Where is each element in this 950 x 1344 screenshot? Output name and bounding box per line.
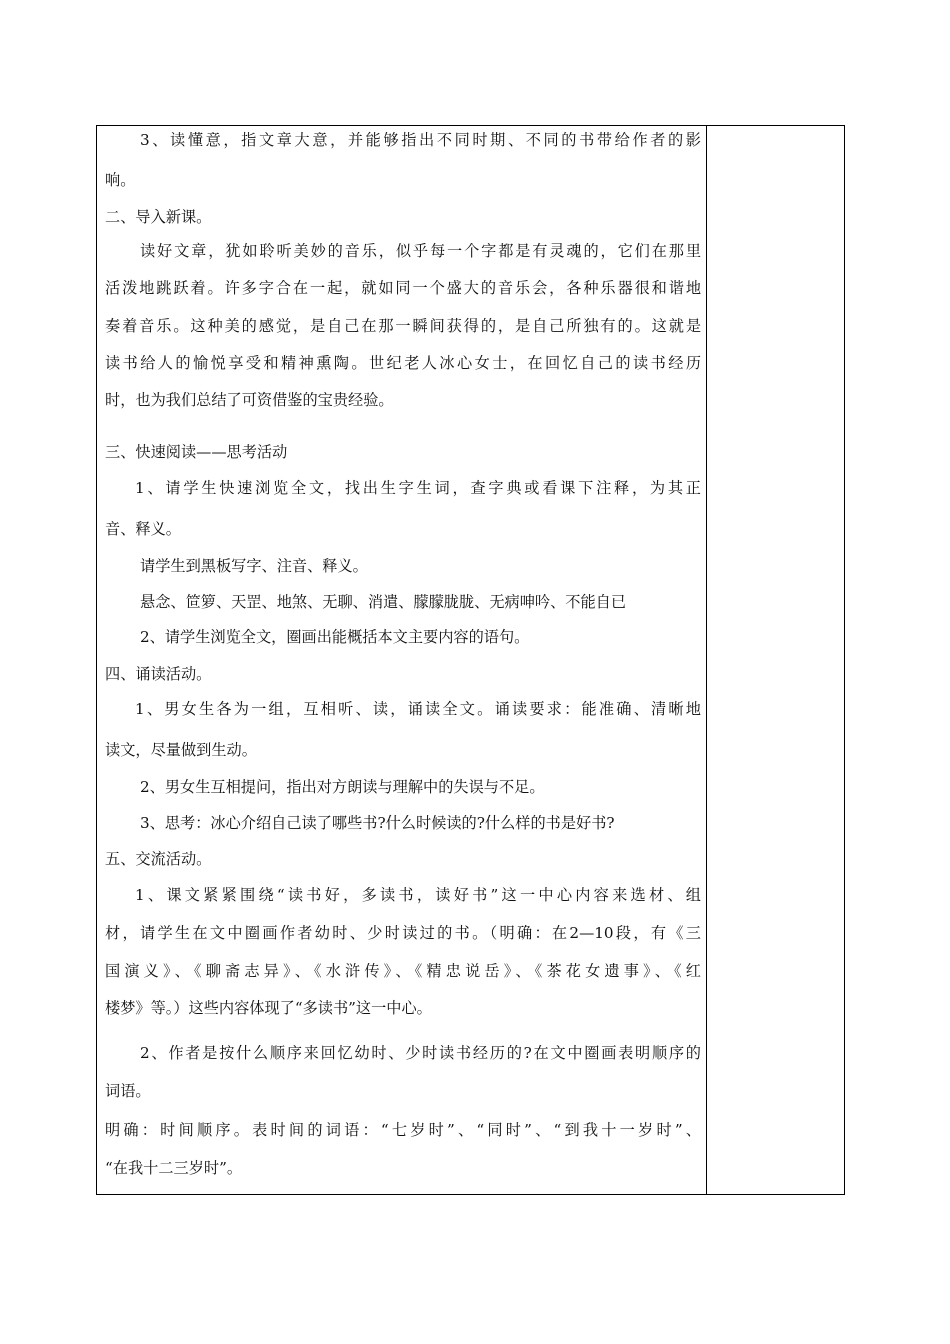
text-line: 请学生到黑板写字、注音、释义。 bbox=[140, 557, 368, 575]
text-line: 奏着音乐。这种美的感觉，是自己在那一瞬间获得的，是自己所独有的。这就是 bbox=[105, 317, 701, 335]
text-line: 1、请学生快速浏览全文，找出生字生词，查字典或看课下注释，为其正 bbox=[135, 479, 701, 497]
text-line: 读文，尽量做到生动。 bbox=[105, 741, 257, 759]
text-line: 国演义》、《聊斋志异》、《水浒传》、《精忠说岳》、《茶花女遗事》、《红 bbox=[105, 962, 701, 980]
text-line: 响。 bbox=[105, 171, 136, 189]
lesson-plan-table bbox=[96, 125, 845, 1195]
text-line: 2、男女生互相提问，指出对方朗读与理解中的失误与不足。 bbox=[140, 778, 545, 796]
text-line: 读好文章，犹如聆听美妙的音乐，似乎每一个字都是有灵魂的，它们在那里 bbox=[140, 242, 701, 260]
text-line: 音、释义。 bbox=[105, 520, 181, 538]
text-line: 1、课文紧紧围绕“读书好，多读书，读好书”这一中心内容来选材、组 bbox=[135, 886, 701, 904]
text-line: “在我十二三岁时”。 bbox=[105, 1159, 243, 1177]
section-heading: 二、导入新课。 bbox=[105, 208, 212, 226]
text-line: 3、读懂意，指文章大意，并能够指出不同时期、不同的书带给作者的影 bbox=[140, 131, 701, 149]
section-heading: 五、交流活动。 bbox=[105, 850, 212, 868]
text-line: 活泼地跳跃着。许多字合在一起，就如同一个盛大的音乐会，各种乐器很和谐地 bbox=[105, 279, 701, 297]
text-line: 读书给人的愉悦享受和精神熏陶。世纪老人冰心女士，在回忆自己的读书经历 bbox=[105, 354, 701, 372]
text-line: 材，请学生在文中圈画作者幼时、少时读过的书。（明确：在2—10段，有《三 bbox=[105, 924, 701, 942]
text-line: 明确：时间顺序。表时间的词语：“七岁时”、“同时”、“到我十一岁时”、 bbox=[105, 1121, 701, 1139]
text-line: 2、作者是按什么顺序来回忆幼时、少时读书经历的?在文中圈画表明顺序的 bbox=[140, 1044, 701, 1062]
text-line: 3、思考：冰心介绍自己读了哪些书?什么时候读的?什么样的书是好书? bbox=[140, 814, 615, 832]
text-line: 1、男女生各为一组，互相听、读，诵读全文。诵读要求：能准确、清晰地 bbox=[135, 700, 701, 718]
section-heading: 四、诵读活动。 bbox=[105, 665, 212, 683]
column-divider bbox=[706, 126, 707, 1194]
vocab-line: 悬念、笸箩、天罡、地煞、无聊、消遣、朦朦胧胧、无病呻吟、不能自已 bbox=[140, 593, 626, 611]
text-line: 2、请学生浏览全文，圈画出能概括本文主要内容的语句。 bbox=[140, 628, 530, 646]
text-line: 时，也为我们总结了可资借鉴的宝贵经验。 bbox=[105, 391, 394, 409]
text-line: 词语。 bbox=[105, 1082, 151, 1100]
text-line: 楼梦》等。）这些内容体现了“多读书”这一中心。 bbox=[105, 999, 432, 1017]
section-heading: 三、快速阅读——思考活动 bbox=[105, 443, 288, 461]
